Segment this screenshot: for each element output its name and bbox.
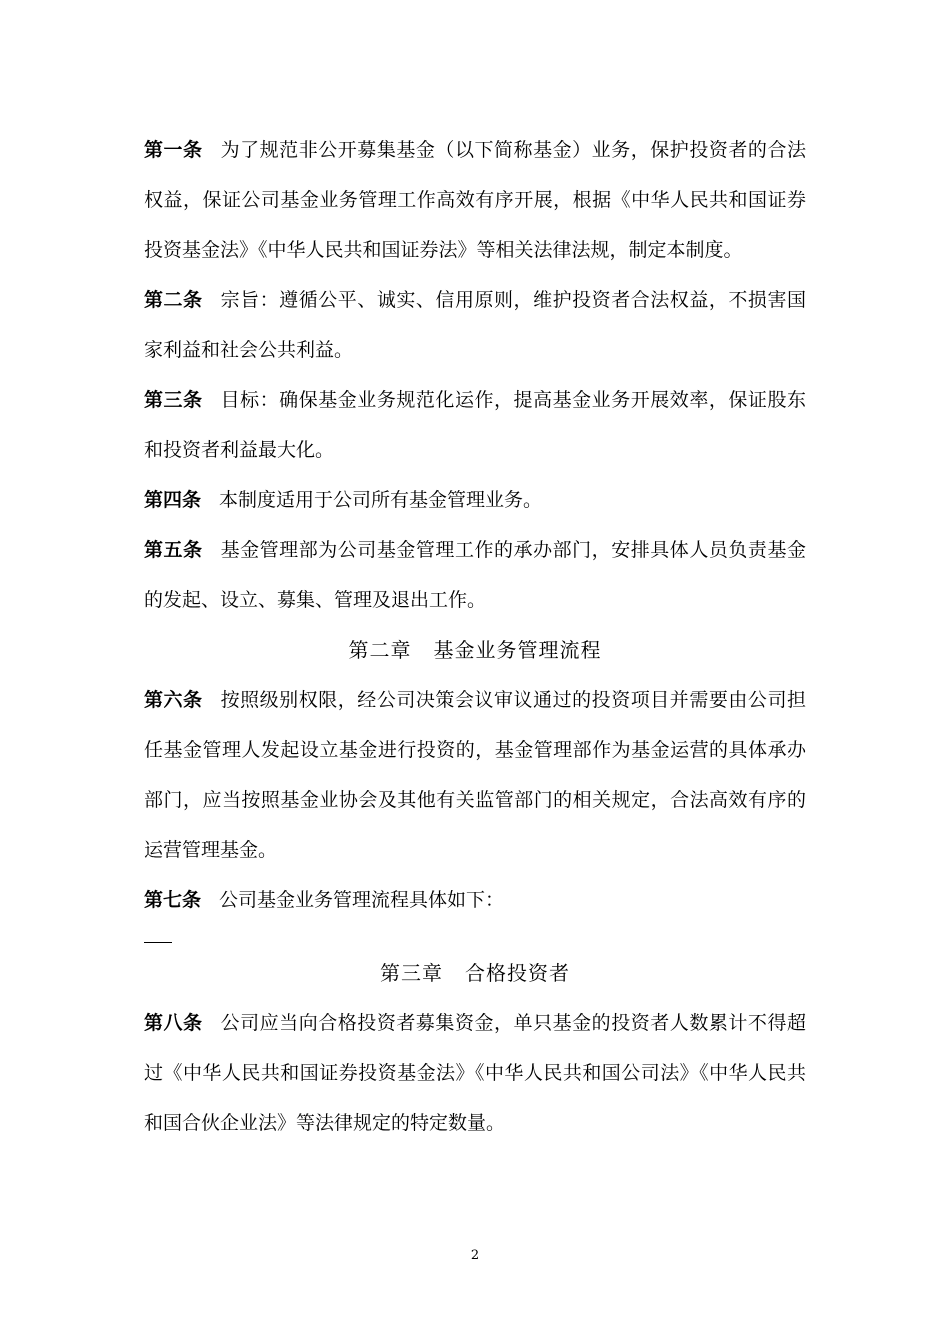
article-text: 公司基金业务管理流程具体如下： (219, 889, 505, 911)
article-label: 第二条 (144, 289, 203, 311)
article-text: 公司应当向合格投资者募集资金，单只基金的投资者人数累计不得超过《中华人民共和国证券投资基金法》《中华人民共和国公司法》《中华人民共和国合伙企业法》等法律规定的特定数量。 (144, 1012, 806, 1134)
chapter-heading-2 (144, 625, 806, 675)
article-8 (144, 998, 806, 1148)
chapter-number: 第三章 (380, 961, 443, 985)
chapter-title: 基金业务管理流程 (433, 638, 602, 662)
article-2 (144, 275, 806, 375)
article-3 (144, 375, 806, 475)
article-text: 基金管理部为公司基金管理工作的承办部门，安排具体人员负责基金的发起、设立、募集、管理及退出工作。 (144, 539, 806, 611)
article-label: 第四条 (144, 489, 202, 511)
articles-section-1 (144, 125, 806, 925)
article-label: 第一条 (144, 139, 203, 161)
chapter-title: 合格投资者 (465, 961, 570, 985)
article-6 (144, 675, 806, 875)
page-number: 2 (470, 1248, 480, 1263)
divider-line (144, 942, 172, 943)
article-7 (144, 875, 806, 925)
article-text: 宗旨：遵循公平、诚实、信用原则，维护投资者合法权益，不损害国家利益和社会公共利益。 (144, 289, 806, 361)
article-label: 第五条 (144, 539, 203, 561)
article-5 (144, 525, 806, 625)
article-text: 为了规范非公开募集基金（以下简称基金）业务，保护投资者的合法权益，保证公司基金业务管理工作高效有序开展，根据《中华人民共和国证券投资基金法》《中华人民共和国证券法》等相关法律法规，制定本制度。 (144, 139, 806, 261)
chapter-heading-3 (144, 948, 806, 998)
article-text: 本制度适用于公司所有基金管理业务。 (219, 489, 543, 511)
chapter-number: 第二章 (348, 638, 412, 662)
article-label: 第六条 (144, 689, 203, 711)
article-4 (144, 475, 806, 525)
article-label: 第七条 (144, 889, 202, 911)
article-1 (144, 125, 806, 275)
articles-section-3 (144, 948, 806, 1148)
article-text: 目标：确保基金业务规范化运作，提高基金业务开展效率，保证股东和投资者利益最大化。 (144, 389, 806, 461)
article-label: 第八条 (144, 1012, 203, 1034)
article-label: 第三条 (144, 389, 203, 411)
article-text: 按照级别权限，经公司决策会议审议通过的投资项目并需要由公司担任基金管理人发起设立基金进行投资的，基金管理部作为基金运营的具体承办部门，应当按照基金业协会及其他有关监管部门的相关规定，合法高效有序的运营管理基金。 (144, 689, 806, 861)
